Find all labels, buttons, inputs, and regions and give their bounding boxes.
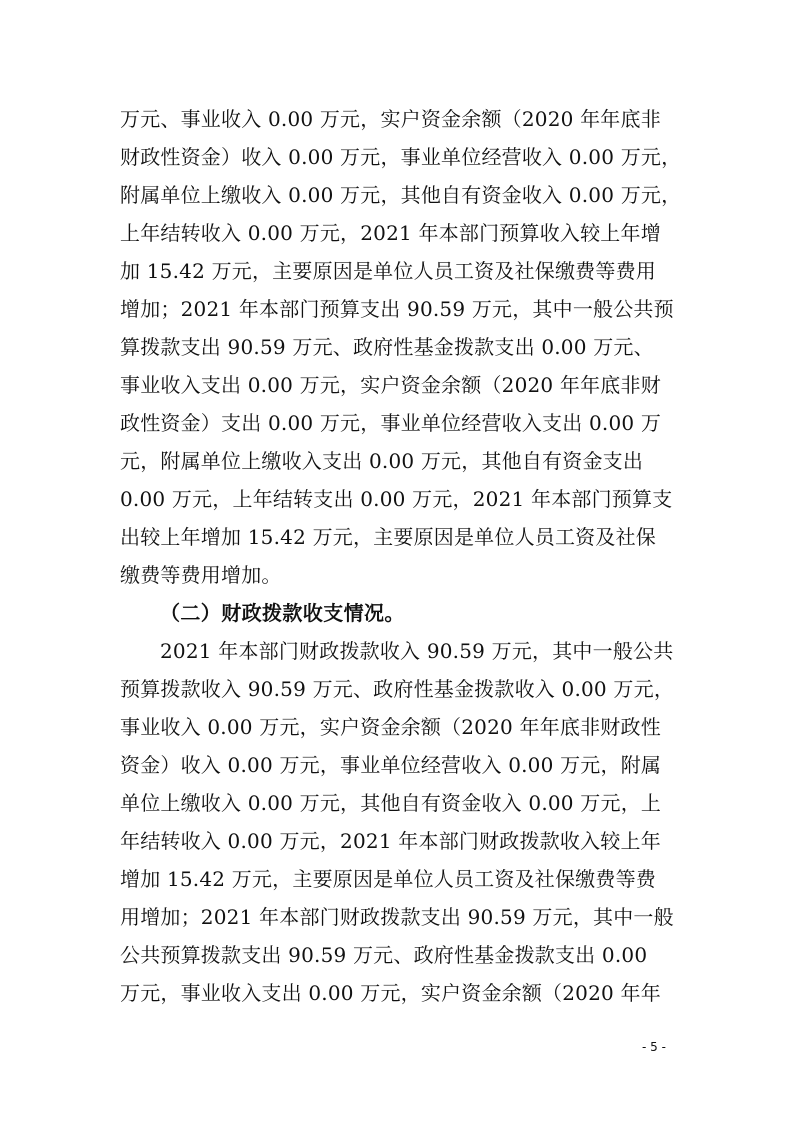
paragraph-line: 2021 年本部门财政拨款收入 90.59 万元，其中一般公共 [160,639,674,663]
paragraph-line: 增加；2021 年本部门预算支出 90.59 万元，其中一般公共预 [120,297,674,321]
page-number: - 5 - [642,1040,666,1054]
paragraph-line: 元，附属单位上缴收入支出 0.00 万元，其他自有资金支出 [120,449,644,473]
paragraph-line: 附属单位上缴收入 0.00 万元，其他自有资金收入 0.00 万元， [120,183,682,207]
paragraph-line: 上年结转收入 0.00 万元，2021 年本部门预算收入较上年增 [120,221,661,245]
paragraph-line: 缴费等费用增加。 [120,563,282,587]
paragraph-line: 年结转收入 0.00 万元，2021 年本部门财政拨款收入较上年 [120,829,661,853]
paragraph-line: 0.00 万元，上年结转支出 0.00 万元，2021 年本部门预算支 [120,487,673,511]
paragraph-line: 事业收入支出 0.00 万元，实户资金余额（2020 年年底非财 [120,373,661,397]
paragraph-line: 单位上缴收入 0.00 万元，其他自有资金收入 0.00 万元，上 [120,791,662,815]
section-heading: （二）财政拨款收支情况。 [160,601,405,625]
paragraph-line: 算拨款支出 90.59 万元、政府性基金拨款支出 0.00 万元、 [120,335,654,359]
paragraph-line: 增加 15.42 万元，主要原因是单位人员工资及社保缴费等费 [120,867,656,891]
paragraph-line: 万元，事业收入支出 0.00 万元，实户资金余额（2020 年年 [120,981,661,1005]
paragraph-line: 政性资金）支出 0.00 万元，事业单位经营收入支出 0.00 万 [120,411,662,435]
paragraph-line: 用增加；2021 年本部门财政拨款支出 90.59 万元，其中一般 [120,905,674,929]
paragraph-line: 万元、事业收入 0.00 万元，实户资金余额（2020 年年底非 [120,107,661,131]
paragraph-line: 出较上年增加 15.42 万元，主要原因是单位人员工资及社保 [120,525,656,549]
paragraph-line: 事业收入 0.00 万元，实户资金余额（2020 年年底非财政性 [120,715,661,739]
paragraph-line: 资金）收入 0.00 万元，事业单位经营收入 0.00 万元，附属 [120,753,662,777]
paragraph-line: 财政性资金）收入 0.00 万元，事业单位经营收入 0.00 万元， [120,145,682,169]
paragraph-line: 公共预算拨款支出 90.59 万元、政府性基金拨款支出 0.00 [120,943,648,967]
paragraph-line: 加 15.42 万元，主要原因是单位人员工资及社保缴费等费用 [120,259,656,283]
paragraph-line: 预算拨款收入 90.59 万元、政府性基金拨款收入 0.00 万元， [120,677,675,701]
